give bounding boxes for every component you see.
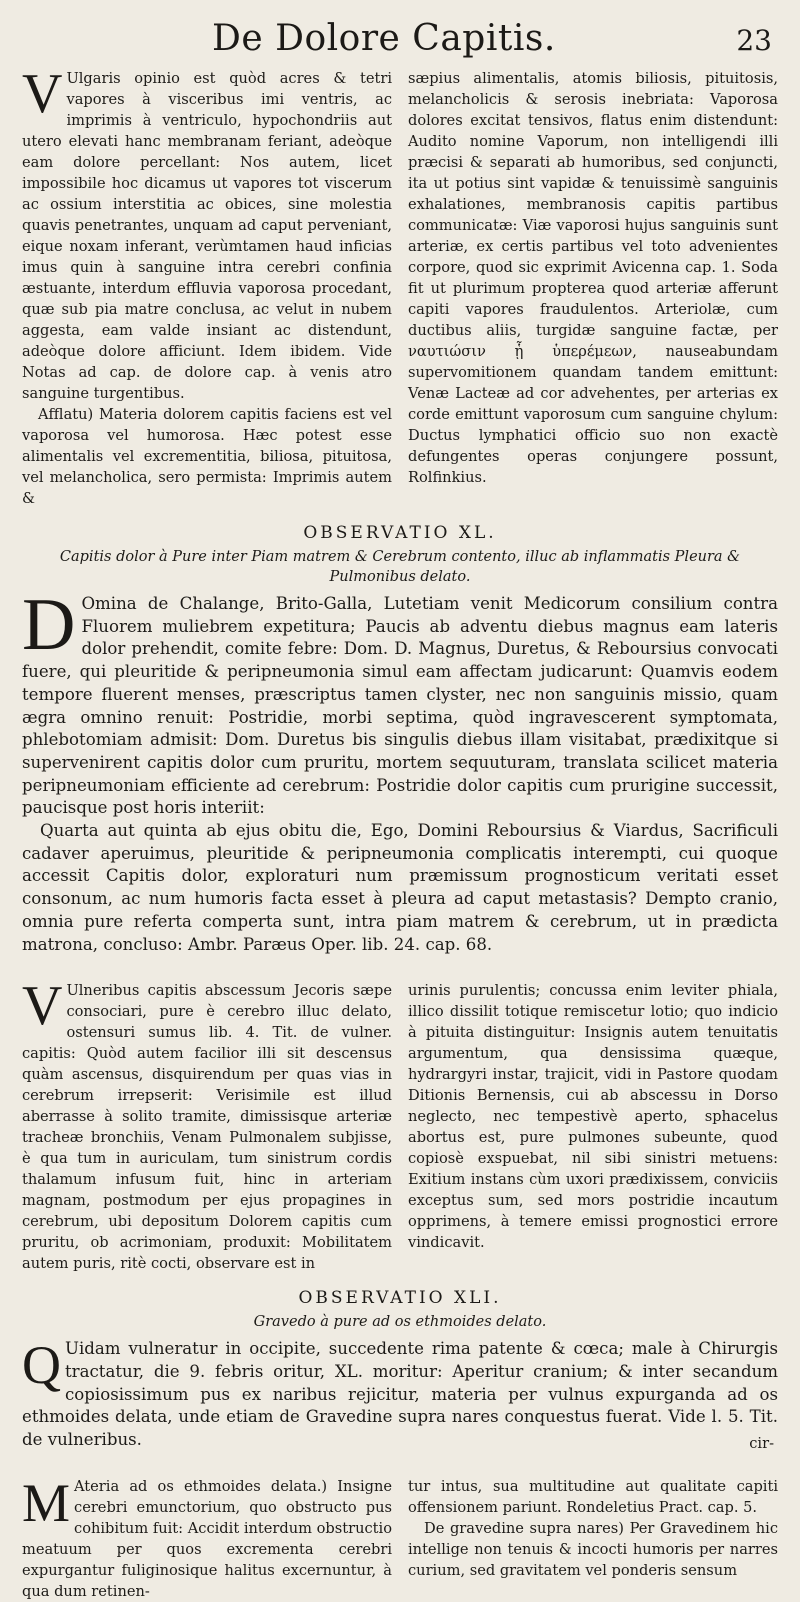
observation-40-text-1: Omina de Chalange, Brito-Galla, Lutetiam venit Medicorum consilium contra Fluorem muliebrem expetitura; Paucis ab adventu diebus magnus eam lateris dolor prehendit, comite febre: Dom. D. Magnus, Duretus, & Reboursius convocati fuere, qui pleuritide & peripneumonia simul eam affectam judicarunt: Quamvis eodem tempore fluerent menses, præscriptus tamen clyster, nec non sanguinis missio, quam ægra omnino renuit: Postridie, morbi septima, quòd ingravescerent symptomata, phlebotomiam admisit: Dom. Duretus bis singulis diebus illam visitabat, prædixitque si supervenirent capitis dolor cum pruritu, mortem sequuturam, translata scilicet materia peripneumoniam efficiente ad cerebrum: Postridie dolor capitis cum prurigine successit, paucisque post horis interiit: [22, 594, 778, 818]
observation-40-note-left-text: Ulneribus capitis abscessum Jecoris sæpe consociari, pure è cerebro illuc delato, ostensuri sumus lib. 4. Tit. de vulner. capitis: Quòd autem facilior illi sit descensus quàm ascensus, disquirendum per quas vias in cerebrum irrepserit: Verisimile est illud aberrasse à solito tramite, dimissisque arteriæ tracheæ bronchiis, Venam Pulmonalem subjisse, è qua tum in auriculam, tum sinistrum cordis thalamum infusum fuit, hinc in arteriam magnam, postmodum per ejus propagines in cerebrum, ubi depositum Dolorem capitis cum pruritu, ob acrimoniam, produxit: Mobilitatem autem puris, ritè cocti, observare est in [22, 982, 392, 1273]
running-title: De Dolore Capitis. [212, 18, 556, 59]
observation-40-subtitle: Capitis dolor à Pure inter Piam matrem & Cerebrum contento, illuc ab inflammatis Pleura & Pulmonibus delato. [59, 549, 741, 585]
observation-41-note-left-text: Ateria ad os ethmoides delata.) Insigne cerebri emunctorium, quo obstructo pus cohibitum fuit: Accidit interdum obstructio meatuum per quos excrementa cerebri expurgantur fuliginosique halitus excernuntur, à qua dum retinen- [22, 1477, 392, 1600]
drop-cap-d: D [22, 584, 76, 666]
observation-40-note-right: urinis purulentis; concussa enim leviter phiala, illico dissilit totique remiscetur lotio; quo indicio à pituita distinguitur: Insignis autem tenuitatis argumentum, qua densissima quæque, hydrargyri instar, trajicit, vidi in Pastore quodam Ditionis Bernensis, cui ab abscessu in Dorso neglecto, nec tempestivè aperto, sphacelus abortus est, pure pulmones subeunte, quod copiosè exspuebat, nil sibi sinistri metuens: Exitium instans cùm uxori prædixissem, conviciis exceptus sum, sed mors postridie incautum opprimens, à temere emissi prognostici errore vindicavit. [408, 982, 778, 1252]
observation-41-note-left [22, 1472, 392, 1602]
intro-columns [22, 63, 778, 509]
page [22, 8, 778, 1600]
intro-right-paragraph: sæpius alimentalis, atomis biliosis, pituitosis, melancholicis & serosis inebriata: Vaporosa dolores excitat tensivos, flatus enim distendunt: Audito nomine Vaporum, non intelligendi illi præcisi & separati ab humoribus, sed conjuncti, ita ut potius sint vapidæ & tenuissimè sanguinis exhalationes, membranosis capitis partibus communicatæ: Viæ vaporosi hujus sanguinis sunt arteriæ, ex certis partibus vel toto advenientes corpore, quod sic exprimit Avicenna cap. 1. Soda fit ut plurimum propterea quod arteriæ afferunt capiti vapores fraudulentos. Arteriolæ, cum ductibus aliis, turgidæ sanguine factæ, per ναυτιώσιν ᾗ ὑπερέμεων, nauseabundam supervomitionem quandam tandem emittunt: Venæ Lacteæ ad cor advehentes, per arterias ex corde emittunt vaporosum cum sanguine chylum: Ductus lymphatici officio suo non exactè defungentes operas conjungere possunt, Rolfinkius. [408, 70, 778, 486]
observation-40-paragraph-1 [22, 584, 778, 820]
observation-41-text: Uidam vulneratur in occipite, succedente rima patente & cœca; male à Chirurgis tractatur, die 9. febris oritur, XL. moritur: Aperitur cranium; & inter secandum copiosissimum pus ex naribus rejicitur, materia per vulnus expurganda ad os ethmoides delata, unde etiam de Gravedine supra nares conquestus fuerat. Vide l. 5. Tit. de vulneribus. [22, 1339, 778, 1450]
observation-41-notes-left [22, 1472, 392, 1602]
intro-right-column [408, 68, 778, 509]
page-number: 23 [736, 24, 772, 57]
observation-40-notes-left [22, 975, 392, 1274]
observation-40-notes-right [408, 980, 778, 1274]
observation-41-notes [22, 1472, 778, 1602]
observation-41-heading: OBSERVATIO XLI. [298, 1288, 502, 1309]
drop-cap-m: M [22, 1472, 71, 1533]
observation-41-note-right-2: De gravedine supra nares) Per Gravedinem hic intellige non tenuis & incocti humoris per narres curium, sed gravitatem vel ponderis sensum [408, 1519, 778, 1579]
catchword: cir- [749, 1435, 774, 1452]
observation-41-note-right-1: tur intus, sua multitudine aut qualitate capiti offensionem pariunt. Rondeletius Pract. cap. 5. [408, 1477, 778, 1516]
intro-paragraph-1 [22, 63, 392, 404]
section-spacer [22, 956, 778, 980]
observation-41-notes-right [408, 1476, 778, 1602]
intro-text-1: Ulgaris opinio est quòd acres & tetri vapores à visceribus imi ventris, ac imprimis à ventriculo, hypochondriis aut utero elevati hanc membranam feriant, adeòque eam dolore percellant: Nos autem, licet impossibile hoc dicamus ut vapores tot viscerum ac ossium interstitia ac obices, sine molestia quavis penetrantes, unquam ad caput perveniant, eique noxam inferant, verùmtamen haud inficias imus quin à sanguine intra cerebri confinia æstuante, interdum effluvia vaporosa procedant, quæ sub pia matre conclusa, ac velut in nubem aggesta, eam valde insiant ac distendunt, adeòque dolore afficiunt. Idem ibidem. Vide Notas ad cap. de dolore cap. à venis atro sanguine turgentibus. [22, 70, 392, 402]
observation-41-subtitle: Gravedo à pure ad os ethmoides delato. [253, 1314, 547, 1331]
observation-40-notes [22, 975, 778, 1274]
drop-cap-v: V [22, 63, 63, 125]
section-spacer-2 [22, 1452, 778, 1476]
intro-left-column [22, 63, 392, 509]
page-header [22, 8, 778, 68]
intro-paragraph-2: Afflatu) Materia dolorem capitis faciens est vel vaporosa vel humorosa. Hæc potest esse alimentalis vel excrementitia, biliosa, pituitosa, vel melancholica, sero permista: Imprimis autem & [22, 406, 392, 507]
drop-cap-v-2: V [22, 975, 63, 1038]
observation-40-heading: OBSERVATIO XL. [303, 523, 497, 543]
observation-41-paragraph [22, 1335, 778, 1452]
drop-cap-q: Q [22, 1335, 61, 1396]
observation-40-note-left [22, 975, 392, 1274]
observation-40-paragraph-2: Quarta aut quinta ab ejus obitu die, Ego, Domini Reboursius & Viardus, Sacrificuli cadaver aperuimus, pleuritide & peripneumonia complicatis interempti, cui quoque accessit Capitis dolor, exploraturi num præmissum prognosticum veritati esset consonum, ac num humoris facta esset à pleura ad caput metastasis? Dempto cranio, omnia pure referta comperta sunt, intra piam matrem & cerebrum, ut in prædicta matrona, concluso: Ambr. Paræus Oper. lib. 24. cap. 68. [22, 821, 778, 954]
